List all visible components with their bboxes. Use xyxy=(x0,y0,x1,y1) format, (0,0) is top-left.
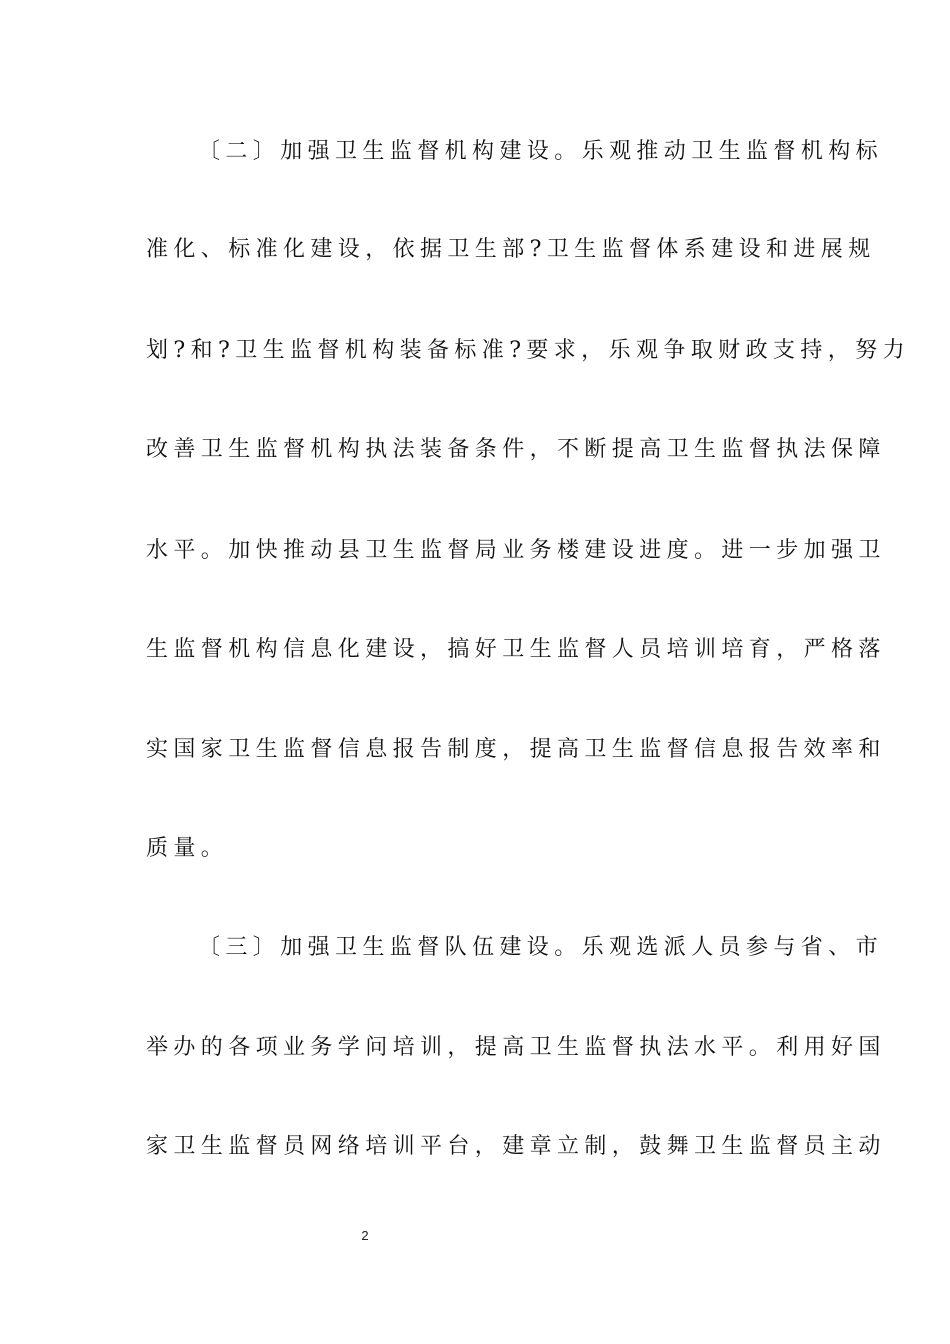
paragraph-1-line-7: 实国家卫生监督信息报告制度，提高卫生监督信息报告效率和 xyxy=(146,737,886,762)
paragraph-1-line-3: 划?和?卫生监督机构装备标准?要求，乐观争取财政支持，努力 xyxy=(146,338,910,363)
paragraph-1-line-1: 〔二〕加强卫生监督机构建设。乐观推动卫生监督机构标 xyxy=(198,139,884,164)
paragraph-1-line-6: 生监督机构信息化建设，搞好卫生监督人员培训培育，严格落 xyxy=(146,637,886,662)
paragraph-1-line-2: 准化、标准化建设，依据卫生部?卫生监督体系建设和进展规 xyxy=(146,237,876,262)
page-number: 2 xyxy=(361,1228,369,1243)
paragraph-1-line-5: 水平。加快推动县卫生监督局业务楼建设进度。进一步加强卫 xyxy=(146,538,886,563)
paragraph-2-line-3: 家卫生监督员网络培训平台，建章立制，鼓舞卫生监督员主动 xyxy=(146,1134,886,1159)
paragraph-1-line-8: 质量。 xyxy=(146,836,229,861)
paragraph-2-line-2: 举办的各项业务学问培训，提高卫生监督执法水平。利用好国 xyxy=(146,1035,886,1060)
paragraph-1-line-4: 改善卫生监督机构执法装备条件，不断提高卫生监督执法保障 xyxy=(146,437,886,462)
paragraph-2-line-1: 〔三〕加强卫生监督队伍建设。乐观选派人员参与省、市 xyxy=(198,935,884,960)
